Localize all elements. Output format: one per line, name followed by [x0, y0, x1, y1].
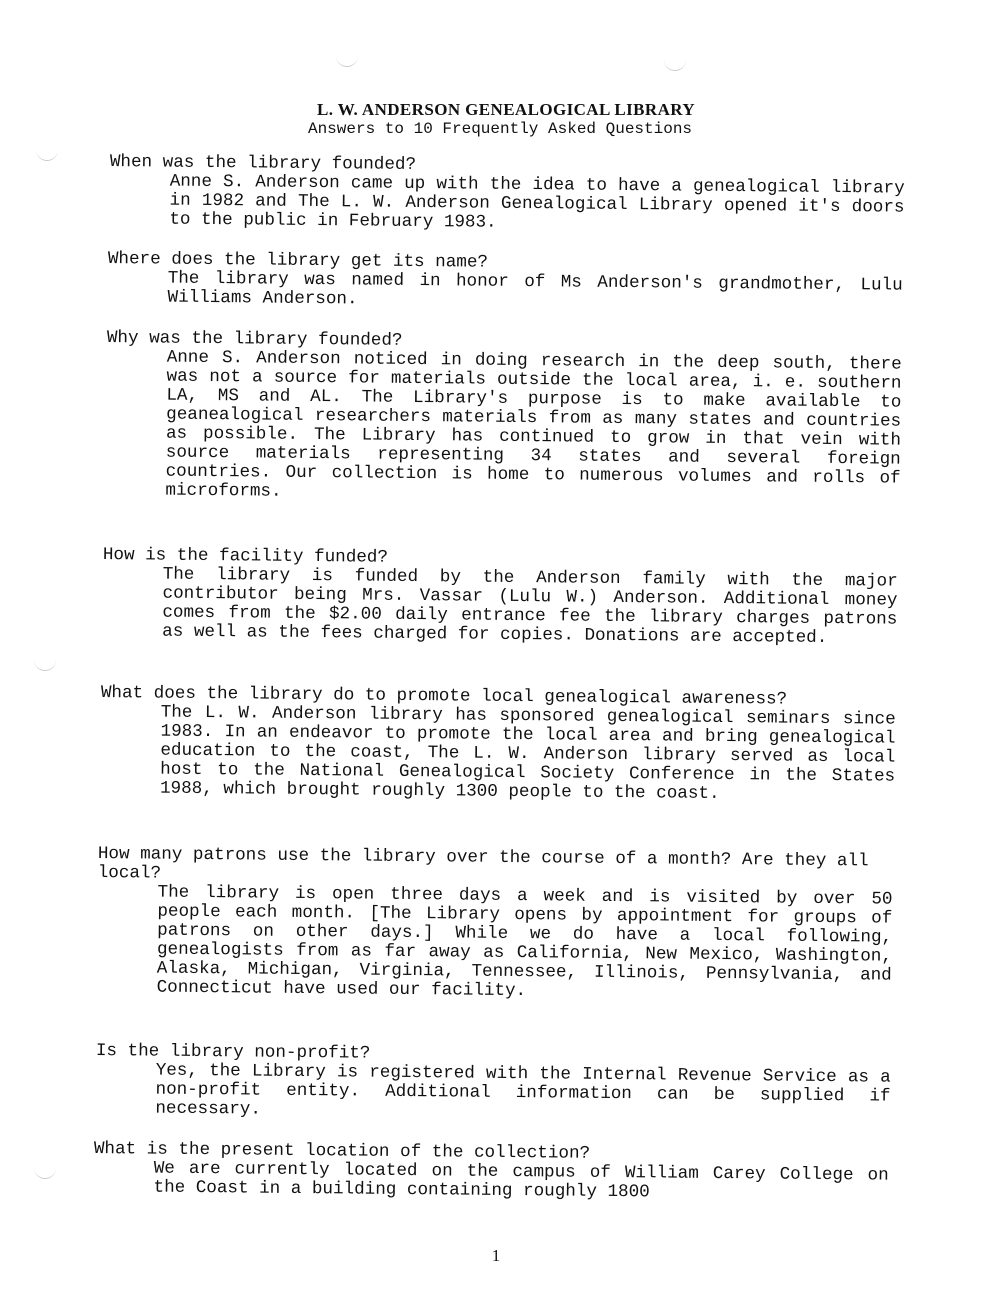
faq-answer: Yes, the Library is registered with the Internal Revenue Service as a non-profit entity. Additional information can be supplied if necessary.: [155, 1060, 891, 1120]
binder-hole-mark: [336, 56, 358, 67]
faq-answer: The library was named in honor of Ms Anderson's grandmother, Lulu Williams Anderson.: [167, 268, 903, 310]
faq-question: Where does the library get its name?: [107, 249, 489, 273]
faq-question: Is the library non-profit?: [95, 1041, 371, 1064]
faq-item: [107, 250, 908, 315]
faq-item: [93, 1140, 894, 1205]
faq-item: [100, 684, 901, 806]
faq-question: How is the facility funded?: [102, 545, 389, 568]
faq-item: [95, 1042, 896, 1126]
faq-question: What does the library do to promote local genealogical awareness?: [100, 683, 788, 710]
faq-question: Why was the library founded?: [106, 328, 403, 351]
page-subtitle: Answers to 10 Frequently Asked Questions: [307, 120, 693, 138]
faq-answer: We are currently located on the campus of William Carey College on the Coast in a building containing roughly 1800: [153, 1158, 889, 1203]
document-header: [0, 100, 992, 138]
faq-question: What is the present location of the collection?: [93, 1139, 591, 1164]
faq-item: [97, 845, 898, 1005]
page-title: L. W. ANDERSON GENEALOGICAL LIBRARY: [316, 100, 696, 119]
faq-answer: Anne S. Anderson noticed in doing research in the deep south, there was not a source for materials outside the local area, i. e. southern LA, MS and AL. The Library's purpose is to make available to geanealogical researchers materials from as many states and countries as possible. The Library has continued to grow in that vein with source materials representing 34 states and several foreign countries. Our collection is home to numerous volumes and rolls of microforms.: [165, 347, 902, 502]
faq-answer: Anne S. Anderson came up with the idea to have a genealogical library in 1982 and The L. W. Anderson Genealogical Library opened it's doors to the public in February 1983.: [169, 171, 905, 233]
binder-hole-mark: [664, 60, 686, 71]
faq-answer: The L. W. Anderson library has sponsored genealogical seminars since 1983. In an endeavor to promote the local area and bring genealogical education to the coast, The L. W. Anderson library served as local host to the National Genealogical Society Conference in the States 1988, which brought roughly 1300 people to the coast.: [159, 702, 896, 804]
binder-hole-mark: [34, 660, 56, 671]
faq-question: How many patrons use the library over the course of a month? Are they all local?: [97, 844, 880, 884]
faq-question: When was the library founded?: [109, 152, 417, 175]
faq-answer: The library is funded by the Anderson family with the major contributor being Mrs. Vassar (Lulu W.) Anderson. Additional money comes from the $2.00 daily entrance fee the library charges patrons as well as the fees charged for copies. Donations are accepted.: [162, 564, 898, 648]
binder-hole-mark: [34, 1168, 56, 1179]
binder-hole-mark: [36, 150, 58, 161]
faq-answer: The library is open three days a week and is visited by over 50 people each month. [The Library opens by appointment for groups of patrons on other days.] While we do have a local following, genealogists from as far away as California, New Mexico, Washington, Alaska, Michigan, Virginia, Tennessee, Illinois, Pennsylvania, and Connecticut have used our facility.: [156, 882, 893, 1002]
faq-item: [102, 546, 903, 649]
page-number: 1: [491, 1246, 501, 1265]
faq-item: [109, 153, 910, 237]
faq-item: [105, 329, 907, 508]
